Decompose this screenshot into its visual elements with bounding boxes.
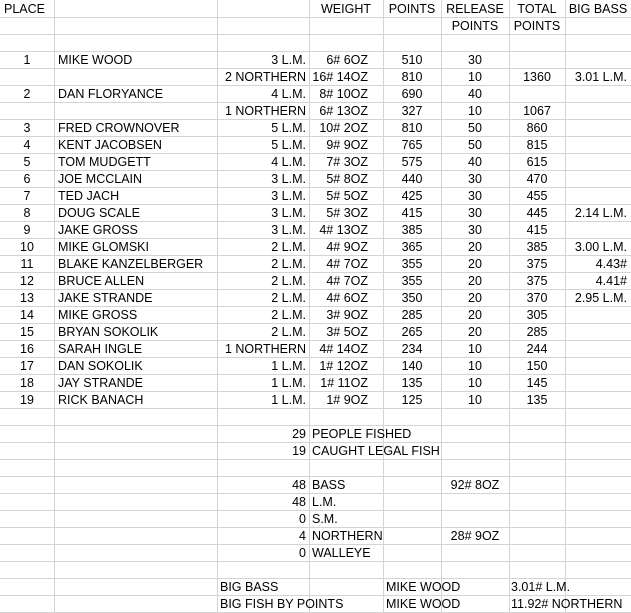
row-points: 285 xyxy=(401,308,423,322)
people-label: PEOPLE FISHED xyxy=(312,427,412,441)
legal-label: CAUGHT LEGAL FISH xyxy=(312,444,440,458)
row-place: 10 xyxy=(20,240,34,254)
row-release-points: 40 xyxy=(468,87,482,101)
row-points: 510 xyxy=(401,53,423,67)
row-fish-count: 1 L.M. xyxy=(271,376,306,390)
sm-count: 0 xyxy=(299,512,306,526)
row-weight: 4# 13OZ xyxy=(319,223,368,237)
row-fish-count: 3 L.M. xyxy=(271,189,306,203)
bass-weight: 92# 8OZ xyxy=(450,478,500,492)
row-release-points: 20 xyxy=(468,240,482,254)
header-total-points: POINTS xyxy=(513,19,561,33)
row-release-points: 30 xyxy=(468,189,482,203)
row-name: KENT JACOBSEN xyxy=(58,138,162,152)
row-release-points: 10 xyxy=(468,342,482,356)
row-total-points: 815 xyxy=(526,138,548,152)
row-weight: 4# 7OZ xyxy=(326,257,368,271)
row-big-bass xyxy=(565,188,627,205)
row-total-points: 375 xyxy=(526,257,548,271)
row-weight: 5# 5OZ xyxy=(326,189,368,203)
row-release-points: 30 xyxy=(468,172,482,186)
row-place: 16 xyxy=(20,342,34,356)
row-total-points: 375 xyxy=(526,274,548,288)
row-total-points: 860 xyxy=(526,121,548,135)
row-fish-count: 1 NORTHERN xyxy=(224,104,306,118)
row-place: 12 xyxy=(20,274,34,288)
row-fish-count: 5 L.M. xyxy=(271,138,306,152)
walleye-label: WALLEYE xyxy=(312,546,371,560)
row-points: 327 xyxy=(401,104,423,118)
row-release-points: 30 xyxy=(468,53,482,67)
row-points: 140 xyxy=(401,359,423,373)
row-total-points: 135 xyxy=(526,393,548,407)
row-release-points: 10 xyxy=(468,376,482,390)
row-place: 5 xyxy=(23,155,31,169)
row-big-bass xyxy=(565,324,627,341)
row-big-bass xyxy=(565,137,627,154)
row-place: 4 xyxy=(23,138,31,152)
row-points: 575 xyxy=(401,155,423,169)
row-release-points: 10 xyxy=(468,359,482,373)
row-fish-count: 2 L.M. xyxy=(271,325,306,339)
row-total-points: 370 xyxy=(526,291,548,305)
row-place: 2 xyxy=(23,87,31,101)
row-points: 810 xyxy=(401,70,423,84)
row-fish-count: 3 L.M. xyxy=(271,172,306,186)
northern-count: 4 xyxy=(299,529,306,543)
row-fish-count: 2 L.M. xyxy=(271,291,306,305)
header-points: POINTS xyxy=(388,2,436,16)
row-name: BRUCE ALLEN xyxy=(58,274,145,288)
row-fish-count: 1 L.M. xyxy=(271,359,306,373)
award-value: 11.92# NORTHERN xyxy=(511,597,623,611)
row-points: 765 xyxy=(401,138,423,152)
row-release-points: 50 xyxy=(468,121,482,135)
row-place: 3 xyxy=(23,121,31,135)
award-label: BIG FISH BY POINTS xyxy=(220,597,344,611)
row-total-points: 470 xyxy=(526,172,548,186)
row-fish-count: 1 L.M. xyxy=(271,393,306,407)
row-fish-count: 5 L.M. xyxy=(271,121,306,135)
row-big-bass xyxy=(565,103,627,120)
row-release-points: 50 xyxy=(468,138,482,152)
row-big-bass xyxy=(565,392,627,409)
sm-label: S.M. xyxy=(312,512,338,526)
row-total-points: 244 xyxy=(526,342,548,356)
header-weight: WEIGHT xyxy=(321,2,371,16)
row-place xyxy=(0,103,54,120)
row-name: BLAKE KANZELBERGER xyxy=(58,257,204,271)
row-big-bass: 2.95 L.M. xyxy=(574,291,627,305)
row-place: 19 xyxy=(20,393,34,407)
row-weight: 8# 10OZ xyxy=(319,87,368,101)
row-release-points: 20 xyxy=(468,257,482,271)
row-release-points: 20 xyxy=(468,274,482,288)
award-label: BIG BASS xyxy=(220,580,279,594)
row-points: 355 xyxy=(401,274,423,288)
lm-count: 48 xyxy=(292,495,306,509)
row-place: 14 xyxy=(20,308,34,322)
row-fish-count: 2 L.M. xyxy=(271,308,306,322)
row-place: 1 xyxy=(23,53,31,67)
northern-label: NORTHERN xyxy=(312,529,383,543)
row-release-points: 20 xyxy=(468,308,482,322)
row-place: 11 xyxy=(20,257,34,271)
row-big-bass xyxy=(565,86,627,103)
row-big-bass: 4.41# xyxy=(595,274,627,288)
row-fish-count: 3 L.M. xyxy=(271,206,306,220)
row-big-bass xyxy=(565,375,627,392)
row-big-bass xyxy=(565,171,627,188)
row-place: 7 xyxy=(23,189,31,203)
row-place: 8 xyxy=(23,206,31,220)
row-weight: 4# 7OZ xyxy=(326,274,368,288)
row-total-points: 615 xyxy=(526,155,548,169)
row-name: DOUG SCALE xyxy=(58,206,140,220)
row-name: JAKE GROSS xyxy=(58,223,138,237)
row-name: RICK BANACH xyxy=(58,393,144,407)
award-value: 3.01# L.M. xyxy=(511,580,571,594)
row-name: SARAH INGLE xyxy=(58,342,143,356)
row-place: 15 xyxy=(20,325,34,339)
row-fish-count: 3 L.M. xyxy=(271,53,306,67)
row-name: JOE MCCLAIN xyxy=(58,172,143,186)
row-release-points: 10 xyxy=(468,393,482,407)
row-release-points: 40 xyxy=(468,155,482,169)
row-total-points: 385 xyxy=(526,240,548,254)
row-fish-count: 3 L.M. xyxy=(271,223,306,237)
row-big-bass xyxy=(565,154,627,171)
row-big-bass xyxy=(565,120,627,137)
row-big-bass: 4.43# xyxy=(595,257,627,271)
row-weight: 1# 12OZ xyxy=(319,359,368,373)
legal-count: 19 xyxy=(292,444,306,458)
row-points: 350 xyxy=(401,291,423,305)
row-weight: 3# 9OZ xyxy=(326,308,368,322)
row-total-points xyxy=(509,52,565,69)
row-points: 810 xyxy=(401,121,423,135)
row-points: 415 xyxy=(401,206,423,220)
row-weight: 9# 9OZ xyxy=(326,138,368,152)
row-fish-count: 2 NORTHERN xyxy=(224,70,306,84)
row-fish-count: 2 L.M. xyxy=(271,240,306,254)
lm-label: L.M. xyxy=(312,495,337,509)
row-place: 9 xyxy=(23,223,31,237)
row-release-points: 20 xyxy=(468,291,482,305)
people-count: 29 xyxy=(292,427,306,441)
row-place: 18 xyxy=(20,376,34,390)
row-release-points: 10 xyxy=(468,70,482,84)
row-total-points: 285 xyxy=(526,325,548,339)
row-name: FRED CROWNOVER xyxy=(58,121,180,135)
row-name: JAKE STRANDE xyxy=(58,291,153,305)
row-big-bass xyxy=(565,222,627,239)
row-big-bass: 2.14 L.M. xyxy=(574,206,627,220)
row-big-bass xyxy=(565,341,627,358)
row-fish-count: 2 L.M. xyxy=(271,274,306,288)
row-weight: 5# 3OZ xyxy=(326,206,368,220)
northern-weight: 28# 9OZ xyxy=(450,529,500,543)
award-winner: MIKE WOOD xyxy=(386,597,461,611)
row-name: DAN SOKOLIK xyxy=(58,359,143,373)
row-release-points: 20 xyxy=(468,325,482,339)
row-weight: 3# 5OZ xyxy=(326,325,368,339)
row-total-points: 455 xyxy=(526,189,548,203)
row-weight: 1# 9OZ xyxy=(326,393,368,407)
header-big-bass: BIG BASS xyxy=(568,2,628,16)
row-weight: 4# 6OZ xyxy=(326,291,368,305)
row-place: 13 xyxy=(20,291,34,305)
row-name: JAY STRANDE xyxy=(58,376,143,390)
row-total-points: 445 xyxy=(526,206,548,220)
header-release: RELEASE xyxy=(446,2,504,16)
row-total-points: 305 xyxy=(526,308,548,322)
award-winner: MIKE WOOD xyxy=(386,580,461,594)
row-points: 135 xyxy=(401,376,423,390)
row-big-bass: 3.01 L.M. xyxy=(574,70,627,84)
row-points: 690 xyxy=(401,87,423,101)
row-place: 6 xyxy=(23,172,31,186)
row-weight: 6# 13OZ xyxy=(319,104,368,118)
bass-count: 48 xyxy=(292,478,306,492)
row-name: TED JACH xyxy=(58,189,120,203)
row-weight: 4# 14OZ xyxy=(319,342,368,356)
row-points: 355 xyxy=(401,257,423,271)
row-weight: 4# 9OZ xyxy=(326,240,368,254)
header-place: PLACE xyxy=(4,2,45,16)
row-total-points: 1067 xyxy=(523,104,551,118)
row-weight: 6# 6OZ xyxy=(326,53,368,67)
bass-label: BASS xyxy=(312,478,346,492)
row-points: 365 xyxy=(401,240,423,254)
row-points: 385 xyxy=(401,223,423,237)
row-big-bass xyxy=(565,358,627,375)
row-place xyxy=(0,69,54,86)
row-weight: 5# 8OZ xyxy=(326,172,368,186)
row-weight: 7# 3OZ xyxy=(326,155,368,169)
row-points: 234 xyxy=(401,342,423,356)
row-name: MIKE GLOMSKI xyxy=(58,240,149,254)
row-total-points xyxy=(509,86,565,103)
row-big-bass xyxy=(565,52,627,69)
row-weight: 10# 2OZ xyxy=(319,121,368,135)
row-name: MIKE WOOD xyxy=(58,53,133,67)
row-place: 17 xyxy=(20,359,34,373)
row-release-points: 30 xyxy=(468,223,482,237)
row-points: 440 xyxy=(401,172,423,186)
row-total-points: 1360 xyxy=(523,70,551,84)
row-weight: 16# 14OZ xyxy=(312,70,368,84)
row-total-points: 145 xyxy=(526,376,548,390)
row-points: 425 xyxy=(401,189,423,203)
row-name xyxy=(58,103,216,120)
header-total: TOTAL xyxy=(517,2,557,16)
row-fish-count: 4 L.M. xyxy=(271,155,306,169)
row-name: DAN FLORYANCE xyxy=(58,87,164,101)
row-big-bass xyxy=(565,307,627,324)
header-release-points: POINTS xyxy=(451,19,499,33)
row-fish-count: 1 NORTHERN xyxy=(224,342,306,356)
row-points: 125 xyxy=(401,393,423,407)
row-name: BRYAN SOKOLIK xyxy=(58,325,159,339)
row-fish-count: 4 L.M. xyxy=(271,87,306,101)
row-name xyxy=(58,69,216,86)
row-name: TOM MUDGETT xyxy=(58,155,151,169)
row-total-points: 150 xyxy=(526,359,548,373)
row-release-points: 30 xyxy=(468,206,482,220)
row-fish-count: 2 L.M. xyxy=(271,257,306,271)
row-weight: 1# 11OZ xyxy=(320,376,368,390)
row-total-points: 415 xyxy=(526,223,548,237)
row-release-points: 10 xyxy=(468,104,482,118)
row-points: 265 xyxy=(401,325,423,339)
walleye-count: 0 xyxy=(299,546,306,560)
row-name: MIKE GROSS xyxy=(58,308,138,322)
row-big-bass: 3.00 L.M. xyxy=(574,240,627,254)
